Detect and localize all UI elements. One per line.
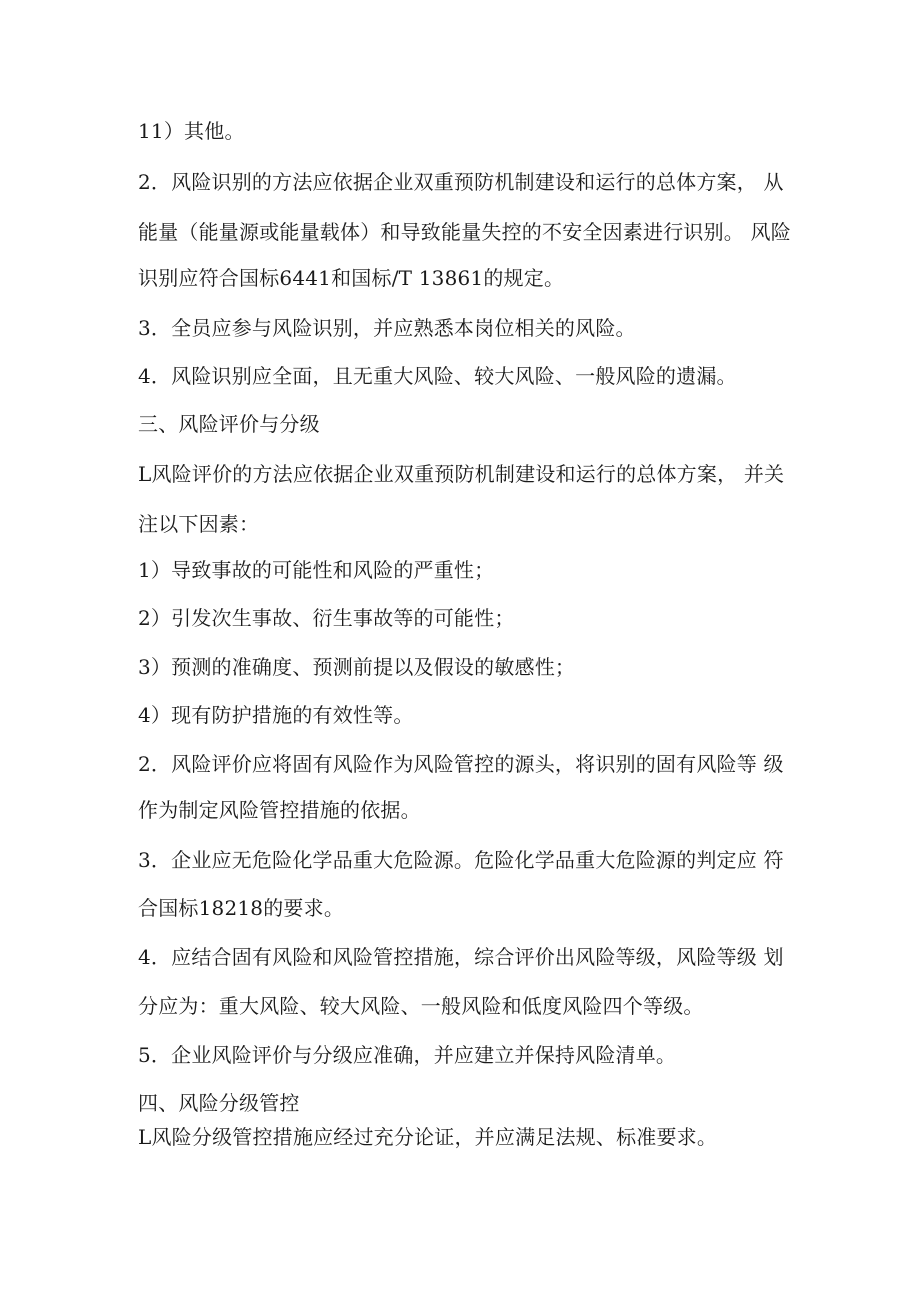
text-line: 1）导致事故的可能性和风险的严重性； (138, 558, 495, 582)
text-line: 注以下因素： (138, 512, 260, 536)
text-line: 分应为：重大风险、较大风险、一般风险和低度风险四个等级。 (138, 994, 704, 1018)
text-line: 2）引发次生事故、衍生事故等的可能性； (138, 606, 515, 630)
text-line: 3）预测的准确度、预测前提以及假设的敏感性； (138, 655, 576, 679)
text-line: 识别应符合国标6441和国标/T 13861的规定。 (138, 266, 565, 290)
text-line: 作为制定风险管控措施的依据。 (138, 798, 421, 822)
text-line: 3．全员应参与风险识别，并应熟悉本岗位相关的风险。 (138, 316, 636, 340)
text-line: L风险分级管控措施应经过充分论证，并应满足法规、标准要求。 (138, 1125, 718, 1149)
text-line: 能量（能量源或能量载体）和导致能量失控的不安全因素进行识别。 风险 (138, 220, 791, 244)
text-line: 2．风险评价应将固有风险作为风险管控的源头，将识别的固有风险等 级 (138, 752, 784, 776)
text-line: 5．企业风险评价与分级应准确，并应建立并保持风险清单。 (138, 1043, 677, 1067)
text-line: 合国标18218的要求。 (138, 896, 345, 920)
text-line: 4．风险识别应全面，且无重大风险、较大风险、一般风险的遗漏。 (138, 364, 737, 388)
text-line: 4．应结合固有风险和风险管控措施，综合评价出风险等级，风险等级 划 (138, 945, 784, 969)
text-line: 4）现有防护措施的有效性等。 (138, 703, 414, 727)
text-line: 11）其他。 (138, 119, 245, 143)
text-line: L风险评价的方法应依据企业双重预防机制建设和运行的总体方案， 并关 (138, 462, 785, 486)
section-heading: 四、风险分级管控 (138, 1091, 300, 1115)
section-heading: 三、风险评价与分级 (138, 412, 320, 436)
text-line: 3．企业应无危险化学品重大危险源。危险化学品重大危险源的判定应 符 (138, 848, 784, 872)
text-line: 2．风险识别的方法应依据企业双重预防机制建设和运行的总体方案， 从 (138, 170, 784, 194)
